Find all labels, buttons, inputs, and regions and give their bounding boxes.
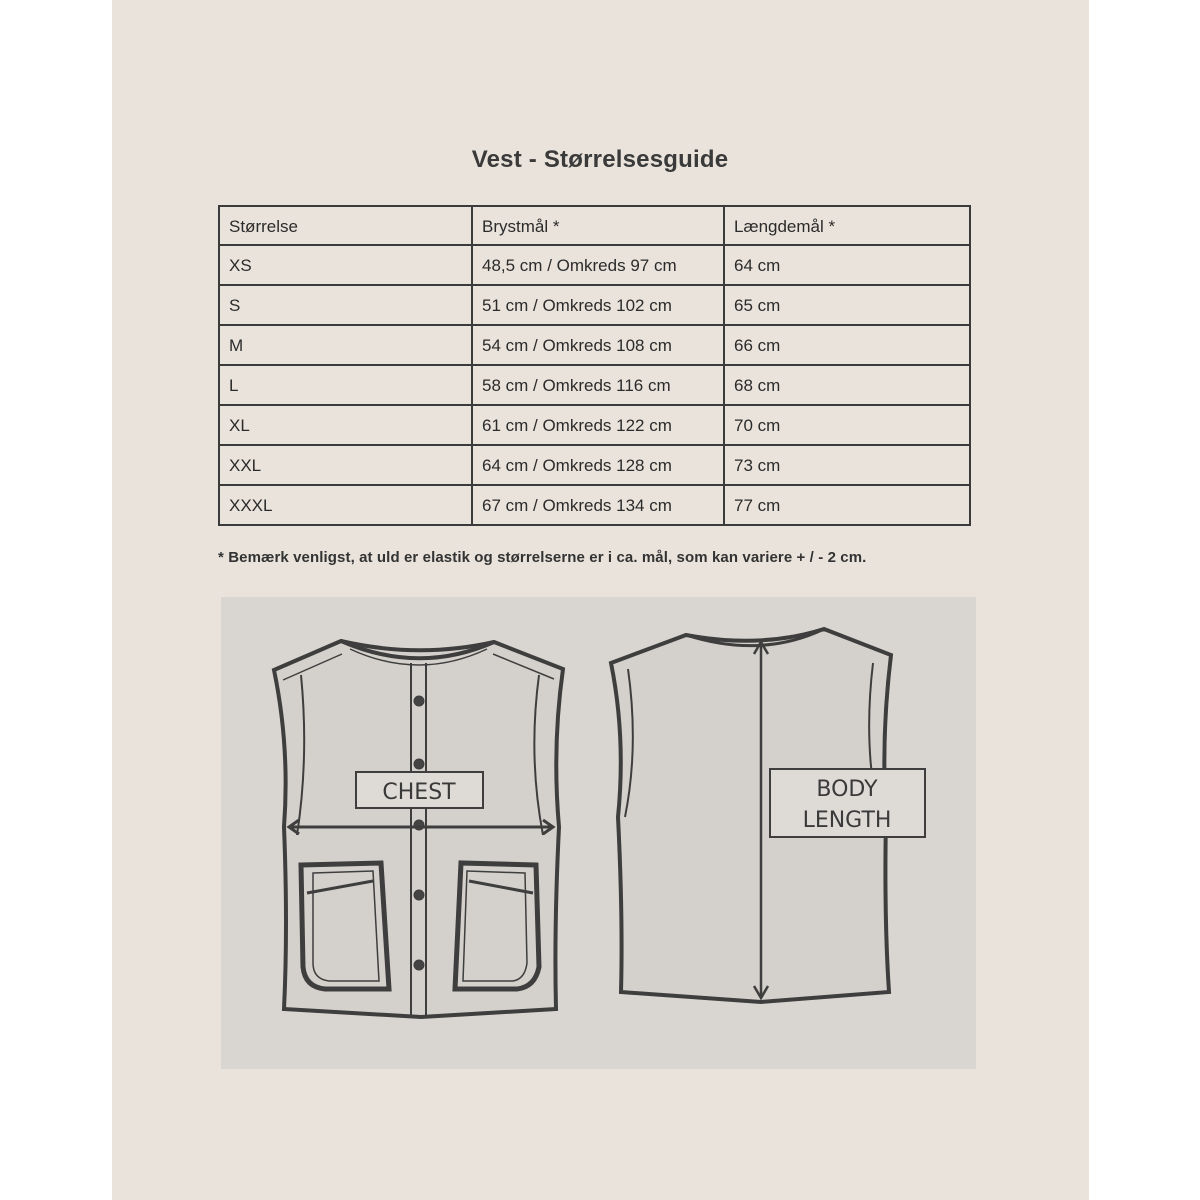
table-row bbox=[219, 365, 970, 405]
cell-length: 77 cm bbox=[724, 485, 970, 525]
cell-size: L bbox=[219, 365, 472, 405]
cell-size: M bbox=[219, 325, 472, 365]
cell-size: XXL bbox=[219, 445, 472, 485]
cell-length: 70 cm bbox=[724, 405, 970, 445]
cell-size: XXXL bbox=[219, 485, 472, 525]
cell-length: 66 cm bbox=[724, 325, 970, 365]
table-row bbox=[219, 285, 970, 325]
header-length: Længdemål * bbox=[724, 206, 970, 245]
table-header-row bbox=[219, 206, 970, 245]
cell-length: 73 cm bbox=[724, 445, 970, 485]
table-row bbox=[219, 445, 970, 485]
vest-illustration bbox=[221, 597, 976, 1069]
body-length-label-line1: BODY bbox=[816, 777, 878, 802]
measurement-note: * Bemærk venligst, at uld er elastik og størrelserne er i ca. mål, som kan variere + / - 2 cm. bbox=[218, 549, 867, 566]
cell-chest: 61 cm / Omkreds 122 cm bbox=[472, 405, 724, 445]
table-row bbox=[219, 325, 970, 365]
header-chest: Brystmål * bbox=[472, 206, 724, 245]
chest-label: CHEST bbox=[382, 780, 456, 805]
header-size: Størrelse bbox=[219, 206, 472, 245]
size-table bbox=[218, 205, 971, 526]
cell-chest: 51 cm / Omkreds 102 cm bbox=[472, 285, 724, 325]
cell-chest: 58 cm / Omkreds 116 cm bbox=[472, 365, 724, 405]
cell-size: S bbox=[219, 285, 472, 325]
cell-chest: 48,5 cm / Omkreds 97 cm bbox=[472, 245, 724, 285]
cell-length: 68 cm bbox=[724, 365, 970, 405]
table-row bbox=[219, 405, 970, 445]
cell-length: 65 cm bbox=[724, 285, 970, 325]
cell-length: 64 cm bbox=[724, 245, 970, 285]
cell-size: XL bbox=[219, 405, 472, 445]
cell-size: XS bbox=[219, 245, 472, 285]
cell-chest: 64 cm / Omkreds 128 cm bbox=[472, 445, 724, 485]
body-length-label-line2: LENGTH bbox=[802, 808, 892, 833]
cell-chest: 67 cm / Omkreds 134 cm bbox=[472, 485, 724, 525]
table-row bbox=[219, 485, 970, 525]
cell-chest: 54 cm / Omkreds 108 cm bbox=[472, 325, 724, 365]
vest-front-drawing bbox=[274, 641, 563, 1017]
table-row bbox=[219, 245, 970, 285]
page-title: Vest - Størrelsesguide bbox=[471, 146, 729, 173]
